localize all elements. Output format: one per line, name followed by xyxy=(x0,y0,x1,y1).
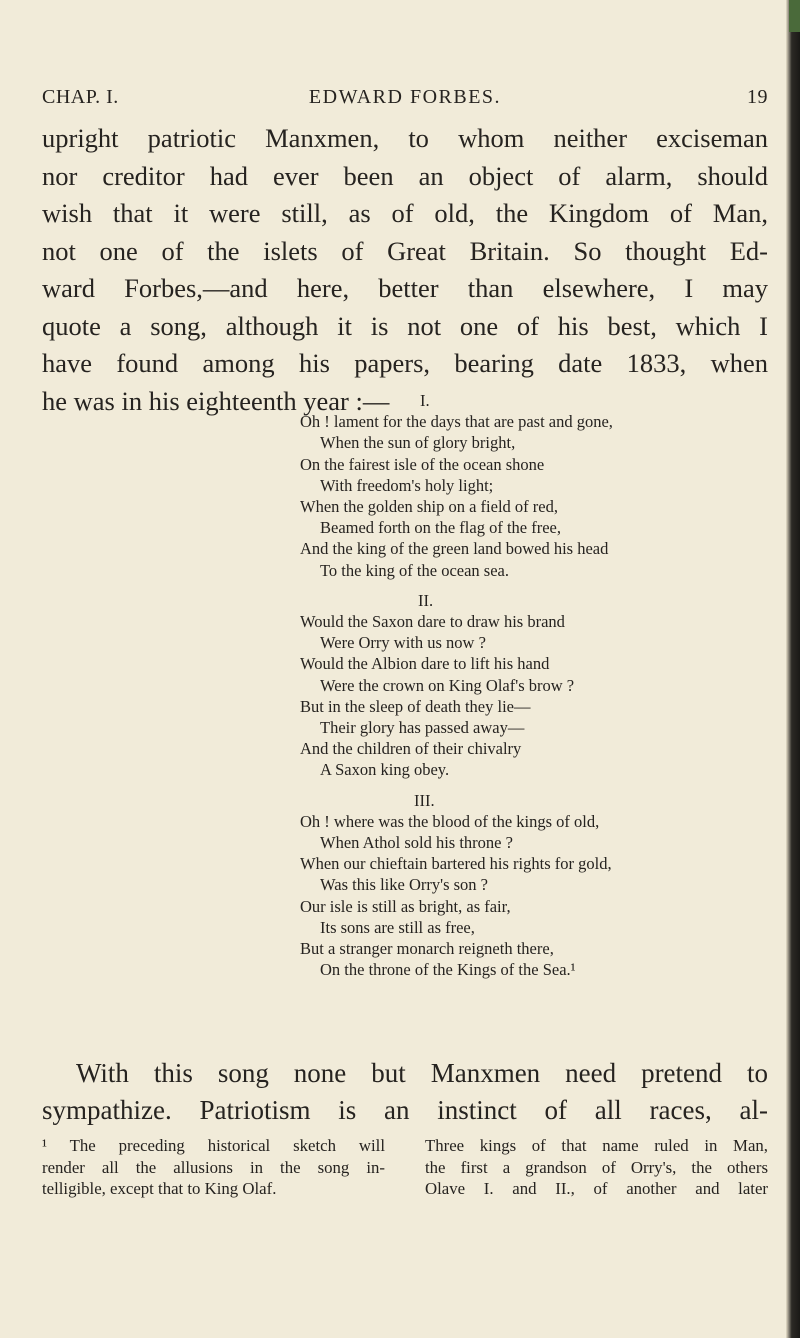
text-line: not one of the islets of Great Britain. So thought Ed- xyxy=(42,235,768,266)
stanza-1 xyxy=(300,390,720,581)
footnote-line: telligible, except that to King Olaf. xyxy=(42,1179,277,1198)
stanza-numeral: I. xyxy=(420,391,430,410)
footnote-left-column xyxy=(42,1135,385,1200)
text-line: he was in his eighteenth year :— xyxy=(42,385,390,416)
stanza-numeral: II. xyxy=(418,590,434,610)
text-line: quote a song, although it is not one of his best, which I xyxy=(42,310,768,341)
page-edge xyxy=(786,0,800,1338)
poem-line: When our chieftain bartered his rights for gold, xyxy=(300,854,612,874)
poem-line: Were the crown on King Olaf's brow ? xyxy=(320,675,575,695)
poem-line: But in the sleep of death they lie— xyxy=(300,696,531,716)
poem-line: A Saxon king obey. xyxy=(320,760,450,780)
poem-line: When the golden ship on a field of red, xyxy=(300,497,558,517)
poem-line: Beamed forth on the flag of the free, xyxy=(320,518,561,538)
poem-line: But a stranger monarch reigneth there, xyxy=(300,939,554,959)
poem-line: Oh ! lament for the days that are past and gone, xyxy=(300,412,613,432)
poem-line: With freedom's holy light; xyxy=(320,475,494,495)
running-title: EDWARD FORBES. xyxy=(308,86,502,108)
poem-line: On the fairest isle of the ocean shone xyxy=(300,454,545,474)
poem-line: When the sun of glory bright, xyxy=(320,433,516,453)
text-line: nor creditor had ever been an object of alarm, should xyxy=(42,160,768,191)
poem-line: On the throne of the Kings of the Sea.¹ xyxy=(320,960,576,980)
poem-line: Would the Saxon dare to draw his brand xyxy=(300,612,565,632)
poem xyxy=(300,390,720,989)
text-line: wish that it were still, as of old, the Kingdom of Man, xyxy=(42,198,768,228)
poem-line: And the king of the green land bowed his head xyxy=(300,539,609,559)
poem-line: Was this like Orry's son ? xyxy=(320,875,488,895)
poem-line: Their glory has passed away— xyxy=(320,718,525,738)
footnote-line: the first a grandson of Orry's, the others xyxy=(425,1157,768,1177)
footnote xyxy=(42,1135,768,1200)
footnote-line: Olave I. and II., of another and later xyxy=(425,1179,768,1198)
running-header xyxy=(42,86,768,114)
poem-line: Were Orry with us now ? xyxy=(320,633,486,653)
chapter-label: CHAP. I. xyxy=(42,86,119,108)
footnote-line: ¹ The preceding historical sketch will xyxy=(42,1136,385,1155)
poem-line: Our isle is still as bright, as fair, xyxy=(300,896,511,916)
footnote-right-column xyxy=(425,1135,768,1200)
poem-line: Oh ! where was the blood of the kings of old, xyxy=(300,811,600,831)
bookmark-tab xyxy=(789,0,800,32)
text-line: have found among his papers, bearing date 1833, when xyxy=(42,348,768,378)
poem-line: Its sons are still as free, xyxy=(320,917,475,937)
poem-line: To the king of the ocean sea. xyxy=(320,560,509,580)
stanza-2 xyxy=(300,590,720,781)
poem-line: And the children of their chivalry xyxy=(300,739,522,759)
stanza-3 xyxy=(300,790,720,981)
text-line: upright patriotic Manxmen, to whom neither exciseman xyxy=(42,123,768,153)
poem-line: When Athol sold his throne ? xyxy=(320,833,513,853)
footnote-line: Three kings of that name ruled in Man, xyxy=(425,1136,768,1155)
stanza-numeral: III. xyxy=(414,790,435,810)
text-line: With this song none but Manxmen need pretend to xyxy=(76,1058,768,1088)
text-line: sympathize. Patriotism is an instinct of all races, al- xyxy=(42,1095,768,1125)
footnote-line: render all the allusions in the song in- xyxy=(42,1157,385,1177)
closing-paragraph xyxy=(42,1055,768,1129)
poem-line: Would the Albion dare to lift his hand xyxy=(300,654,550,674)
intro-paragraph xyxy=(42,120,768,420)
text-line: ward Forbes,—and here, better than elsewhere, I may xyxy=(42,273,768,303)
page-number: 19 xyxy=(747,86,768,108)
